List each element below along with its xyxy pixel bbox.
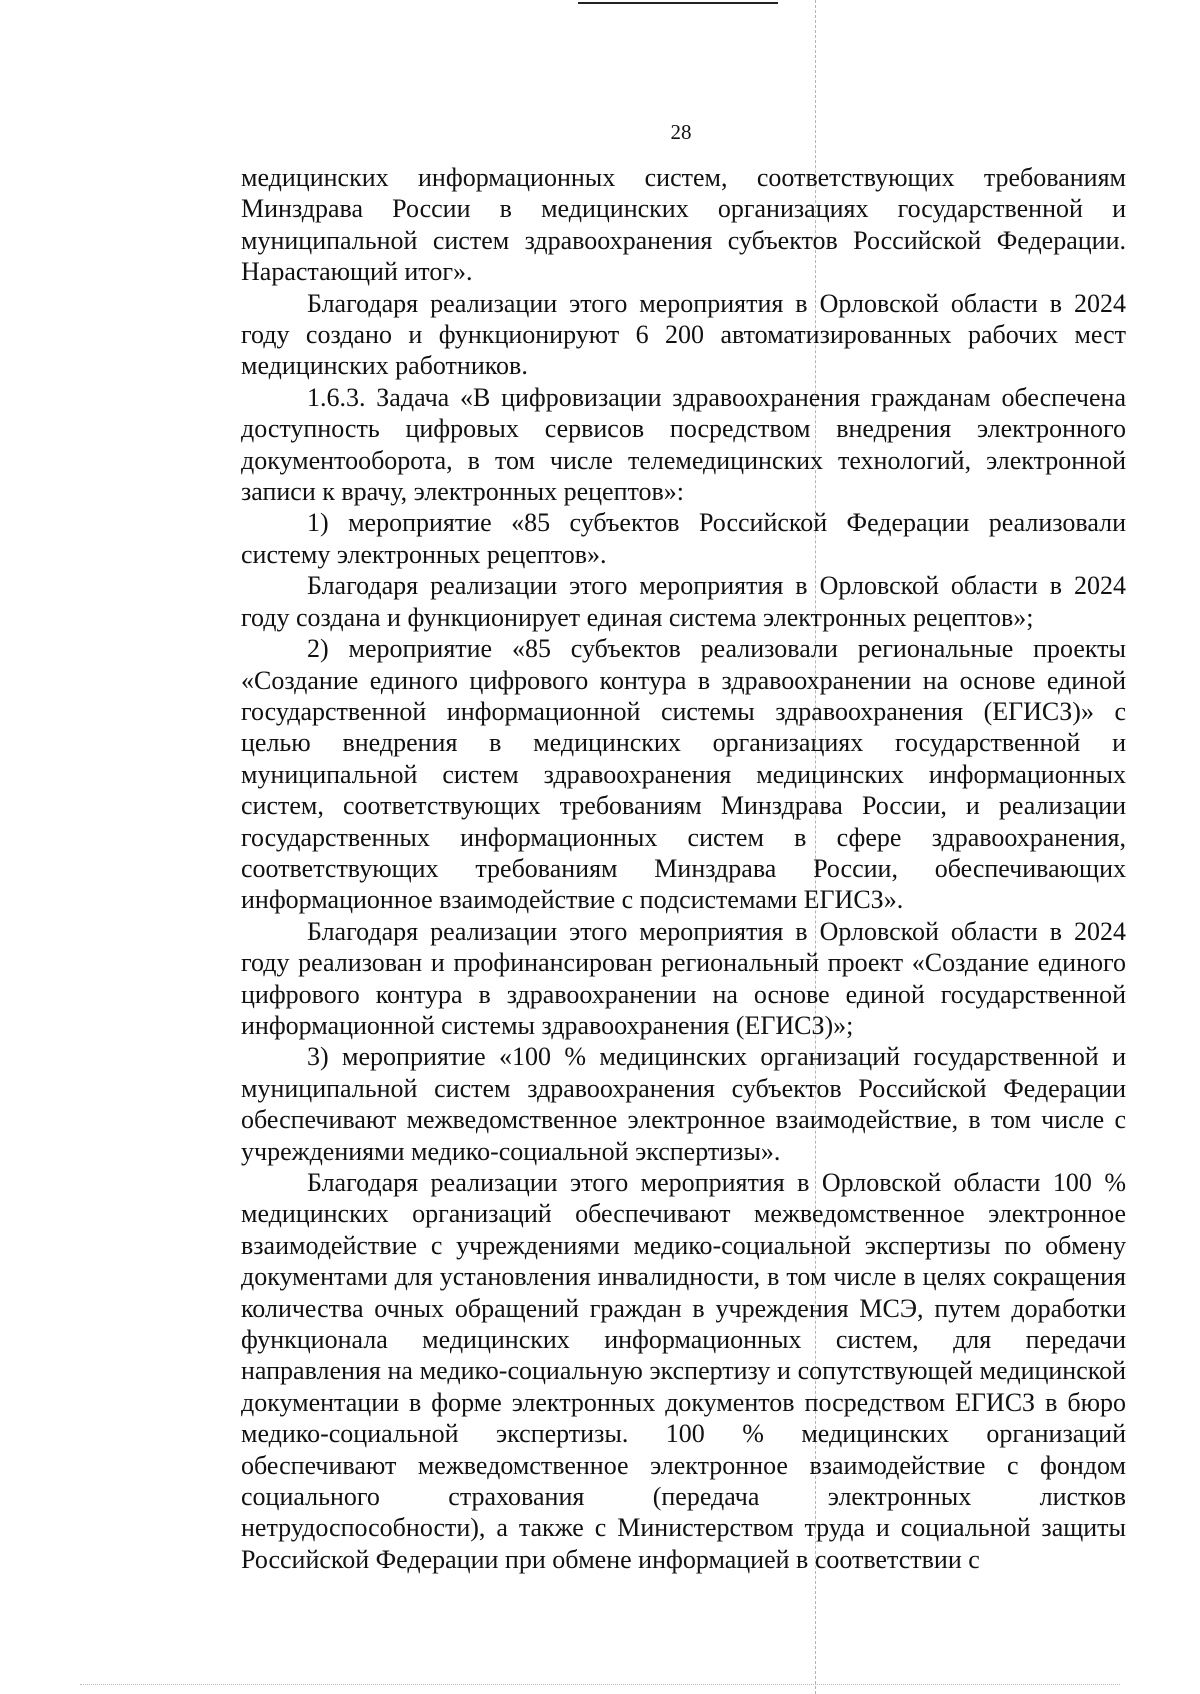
page-number: 28 [670, 120, 692, 144]
paragraph-5: Благодаря реализации этого мероприятия в Орловской области в 2024 году создана и функционирует единая система электронных рецептов»; [241, 571, 1126, 632]
paragraph-9: Благодаря реализации этого мероприятия в Орловской области 100 % медицинских организаций обеспечивают межведомственное электронное взаимодействие с учреждениями медико-социальной экспертизы по обмену документами для установления инвалидности, в том числе в целях сокращения количества очных обращений граждан в учреждения МСЭ, путем доработки функционала медицинских информационных систем, для передачи направления на медико-социальную экспертизу и сопутствующей медицинской документации в форме электронных документов посредством ЕГИСЗ в бюро медико-социальной экспертизы. 100 % медицинских организаций обеспечивают межведомственное электронное взаимодействие с фондом социального страхования (передача электронных листков нетрудоспособности), а также с Министерством труда и социальной защиты Российской Федерации при обмене информацией в соответствии с [241, 1168, 1126, 1574]
paragraph-4: 1) мероприятие «85 субъектов Российской Федерации реализовали систему электронных рецептов». [241, 508, 1126, 569]
paragraph-3: 1.6.3. Задача «В цифровизации здравоохранения гражданам обеспечена доступность цифровых сервисов посредством внедрения электронного документооборота, в том числе телемедицинских технологий, электронной записи к врачу, электронных рецептов»: [241, 382, 1126, 507]
paragraph-2: Благодаря реализации этого мероприятия в Орловской области в 2024 году создано и функционируют 6 200 автоматизированных рабочих мест медицинских работников. [241, 288, 1126, 381]
scan-mark-top [578, 2, 778, 4]
paragraph-7: Благодаря реализации этого мероприятия в Орловской области в 2024 году реализован и профинансирован региональный проект «Создание единого цифрового контура в здравоохранении на основе единой государственной информационной системы здравоохранения (ЕГИСЗ)»; [241, 916, 1126, 1040]
scan-noise-bottom [80, 1684, 1120, 1685]
paragraph-8: 3) мероприятие «100 % медицинских организаций государственной и муниципальной систем здравоохранения субъектов Российской Федерации обеспечивают межведомственное электронное взаимодействие, в том числе с учреждениями медико-социальной экспертизы». [241, 1042, 1126, 1166]
page-number-container [0, 120, 1200, 144]
paragraph-6: 2) мероприятие «85 субъектов реализовали региональные проекты «Создание единого цифрового контура в здравоохранении на основе единой государственной информационной системы здравоохранения (ЕГИСЗ)» с целью внедрения в медицинских организациях государственной и муниципальной систем здравоохранения медицинских информационных систем, соответствующих требованиям Минздрава России, и реализации государственных информационных систем в сфере здравоохранения, соответствующих требованиям Минздрава России, обеспечивающих информационное взаимодействие с подсистемами ЕГИСЗ». [241, 634, 1126, 915]
paragraph-1: медицинских информационных систем, соответствующих требованиям Минздрава России в медицинских организациях государственной и муниципальной систем здравоохранения субъектов Российской Федерации. Нарастающий итог». [241, 163, 1126, 287]
document-body [241, 162, 1126, 1575]
